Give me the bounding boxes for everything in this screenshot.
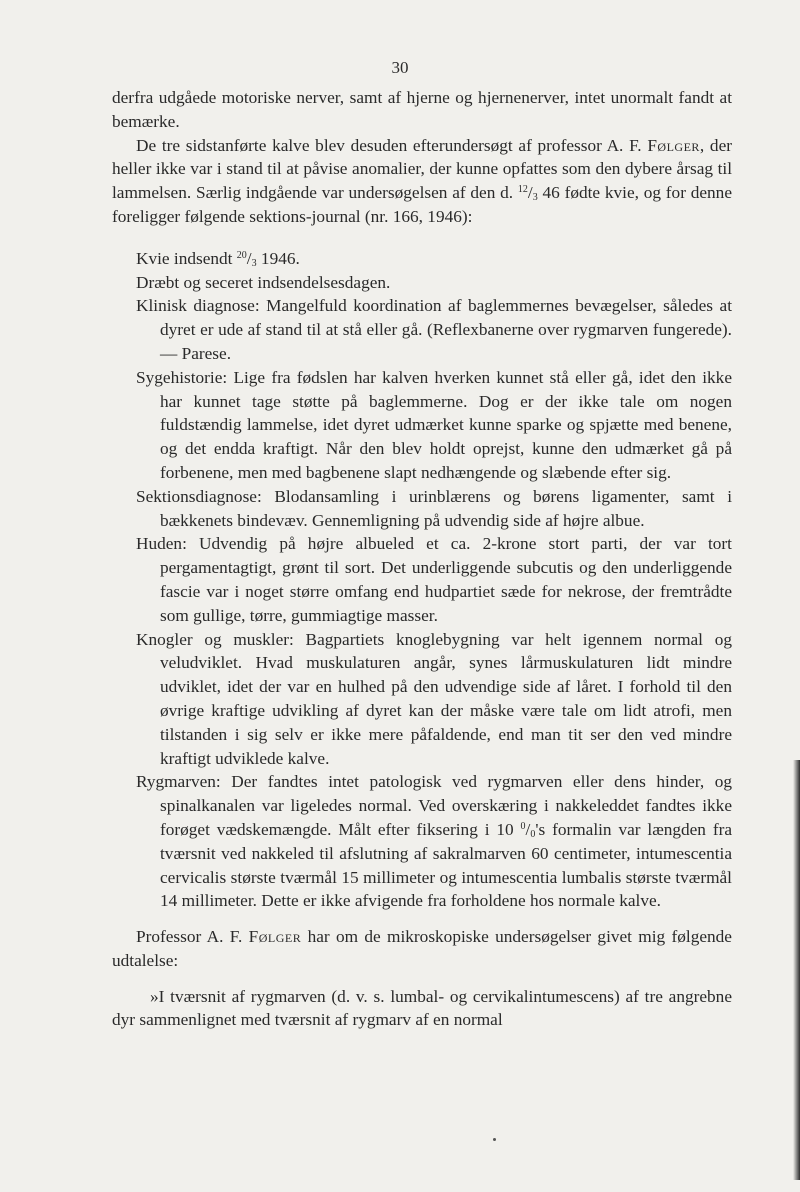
rygmarven-pre: Rygmarven: Der fandtes intet patologisk ved rygmarven eller dens hinder, og spinalkanalen var ligeledes normal. Ved overskæring i nakkeleddet fandtes ikke forøget vædskemængde. Målt efter fiksering i 10 — [136, 772, 732, 839]
journal-sektionsdiagnose: Sektionsdiagnose: Blodansamling i urinblærens og børens ligamenter, samt i bækkenets bindevæv. Gennemligning på udvendig side af højre albue. — [136, 486, 732, 530]
page-edge-shadow — [793, 760, 800, 1180]
p3-before: Professor A. F. — [136, 927, 249, 947]
paragraph-intro: derfra udgåede motoriske nerver, samt af hjerne og hjernenerver, intet unormalt fandt at bemærke. — [112, 88, 732, 131]
percent-sup: 0 — [520, 820, 526, 832]
journal-line-received: Kvie indsendt $^{20}/_3$ 1946. — [136, 248, 300, 269]
received-year: 1946. — [256, 248, 300, 268]
date-denominator: 3 — [532, 192, 538, 204]
received-num: 20 — [236, 249, 247, 261]
journal-rygmarven: Rygmarven: Der fandtes intet patologisk ved rygmarven eller dens hinder, og spinalkanalen var ligeledes normal. Ved overskæring i nakkeleddet fandtes ikke forøget vædskemængde. Målt efter fiksering i 10 $^0/_0's$ formalin var længden fra tværsnit ved nakkeled til afslutning af sakralmarven 60 centimeter, intumescentia cervicalis største tværmål 15 millimeter og intumescentia lumbalis største tværmål 14 millimeter. Dette er ikke afvigende fra forholdene hos normale kalve. — [136, 772, 733, 911]
rygmarven-post: 's formalin var længden fra tværsnit ved nakkeled til afslutning af sakralmarven 60 centimeter, intumescentia cervicalis største tværmål 15 millimeter og intumescentia lumbalis største tværmål 14 millimeter. Dette er ikke afvigende fra forholdene hos normale kalve. — [160, 819, 733, 911]
professor-name: Følger — [248, 927, 302, 947]
percent-sub: 0 — [530, 828, 536, 840]
received-den: 3 — [251, 257, 257, 269]
journal-klinisk: Klinisk diagnose: Mangelfuld koordination af baglemmernes bevægelser, således at dyret er ude af stand til at stå eller gå. (Reflexbanerne over rygmarven fungerede). — Parese. — [136, 296, 732, 363]
section-journal — [112, 247, 732, 913]
body-text — [112, 86, 732, 1032]
received-label: Kvie indsendt — [136, 248, 237, 268]
paragraph-followup: De tre sidstanførte kalve blev desuden efterundersøgt af professor A. F. Følger, der heller ikke var i stand til at påvise anomalier, der kunne opfattes som den dybere årsag til lammelsen. Særlig indgående var undersøgelsen af den d. $^{12}/_3$ 46 fødte kvie, og for denne foreligger følgende sektions-journal (nr. 166, 1946): — [112, 135, 732, 226]
speck — [493, 1138, 496, 1141]
page-number: 30 — [391, 58, 409, 77]
paragraph-quote: »I tværsnit af rygmarven (d. v. s. lumbal- og cervikalintumescens) af tre angrebne dyr sammenlignet med tværsnit af rygmarv af en normal — [112, 986, 732, 1030]
journal-sygehistorie: Sygehistorie: Lige fra fødslen har kalven hverken kunnet stå eller gå, idet den ikke har kunnet tage støtte på baglemmerne. Dog er der ikke tale om nogen fuldstændig lammelse, idet dyret udmærket kunne sparke og spjætte med benene, og det endda kraftigt. Når den blev holdt oprejst, kunne den udmærket gå på forbenene, men med bagbenene slapt nedhængende og slæbende efter sig. — [136, 367, 732, 482]
journal-knogler: Knogler og muskler: Bagpartiets knoglebygning var helt igennem normal og veludviklet. Hvad muskulaturen angår, synes lårmuskulaturen lidt mindre udviklet, idet der var en hulhed på den udvendige side af låret. I forhold til den øvrige kraftige udvikling af dyret kan der måske være tale om lidt atrofi, men tilstanden i sig selv er ikke mere påfaldende, end man tit ser den ved mindre kraftigt udviklede kalve. — [136, 629, 732, 768]
author-name: Følger — [647, 135, 700, 155]
paragraph-professor — [112, 925, 732, 973]
p2-mid: , der heller ikke var i stand til at påvise anomalier, der kunne opfattes som den dybere årsag til lammelsen. Særlig indgående var undersøgelsen af den d. — [112, 135, 732, 203]
p2-after: 46 fødte kvie, og for denne foreligger følgende sektions-journal (nr. 166, 1946): — [112, 183, 732, 226]
journal-huden: Huden: Udvendig på højre albueled et ca. 2-krone stort parti, der var tort pergamentagtigt, grønt til sort. Det underliggende subcutis og den underliggende fascie var i noget større omfang end hudpartiet sæde for nekrose, der fremtrådte som gullige, tørre, gummiagtige masser. — [136, 534, 732, 625]
date-numerator: 12 — [517, 184, 528, 196]
p2-before: De tre sidstanførte kalve blev desuden efterundersøgt af professor A. F. — [136, 135, 648, 155]
p3-after: har om de mikroskopiske undersøgelser givet mig følgende udtalelse: — [112, 927, 732, 970]
journal-line-killed: Dræbt og seceret indsendelsesdagen. — [136, 272, 391, 292]
